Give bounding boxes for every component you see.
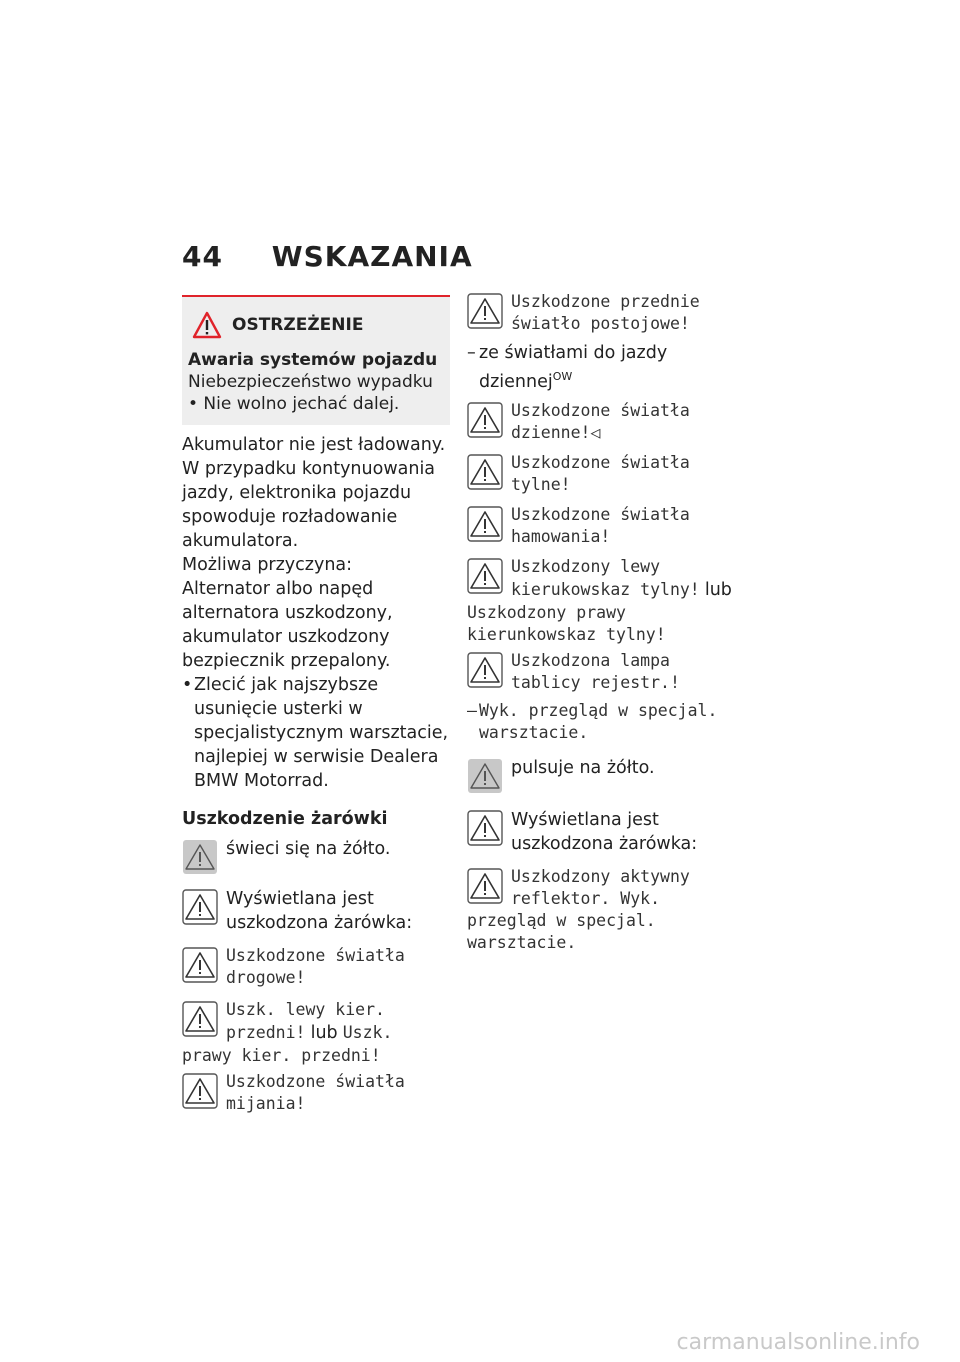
section-heading: Uszkodzenie żarówki bbox=[182, 809, 388, 829]
message-row bbox=[467, 452, 735, 496]
warning-outline-icon bbox=[467, 558, 503, 594]
message-group bbox=[511, 556, 735, 602]
warning-outline-icon bbox=[467, 454, 503, 490]
message-row bbox=[467, 556, 735, 602]
page-title: WSKAZANIA bbox=[271, 240, 473, 273]
warning-outline-icon bbox=[182, 947, 218, 983]
display-message: przedni! bbox=[226, 1023, 306, 1042]
display-message: Uszkodzone przednie światło postojowe! bbox=[511, 292, 700, 333]
display-message: prawy kier. przedni! bbox=[182, 1046, 381, 1065]
warning-grey-icon bbox=[182, 839, 218, 875]
display-message: Uszkodzony prawy kierunkowskaz tylny! bbox=[467, 602, 666, 644]
warning-outline-icon bbox=[467, 506, 503, 542]
battery-text: Akumulator nie jest ładowany. W przypadku kontynuowania jazdy, elektronika pojazdu spowoduje rozładowanie akumulatora. bbox=[182, 435, 446, 551]
message-row bbox=[467, 400, 735, 444]
right-column bbox=[467, 291, 735, 954]
message-row bbox=[467, 291, 735, 335]
message-row bbox=[182, 945, 450, 989]
warning-outline-icon bbox=[467, 810, 503, 846]
warning-outline-icon bbox=[467, 652, 503, 688]
warning-label: OSTRZEŻENIE bbox=[232, 315, 364, 335]
warning-outline-icon bbox=[182, 1001, 218, 1037]
list-item-text: Zlecić jak najszybsze usunięcie usterki w specjalistycznym warsztacie, najlepiej w serwisie Dealera BMW Motorrad. bbox=[194, 675, 449, 791]
indicator-row bbox=[182, 837, 450, 875]
warning-grey-icon bbox=[467, 758, 503, 794]
message-row bbox=[182, 999, 450, 1045]
display-message: Wyk. przegląd w specjal. warsztacie. bbox=[479, 700, 718, 742]
list-item: – ze światłami do jazdy dziennej$^{OW}$ bbox=[467, 343, 668, 392]
cause-label: Możliwa przyczyna: bbox=[182, 555, 353, 575]
display-message: Uszkodzone światła drogowe! bbox=[226, 946, 405, 987]
warning-bullet: • Nie wolno jechać dalej. bbox=[188, 394, 400, 414]
list-item: • Zlecić jak najszybsze usunięcie usterki w specjalistycznym warsztacie, najlepiej w serwisie Dealera BMW Motorrad. bbox=[182, 675, 449, 791]
display-message: Uszk. lewy kier. bbox=[226, 1000, 385, 1019]
page-header bbox=[182, 240, 473, 273]
indicator-text: Wyświetlana jest uszkodzona żarówka: bbox=[226, 889, 413, 933]
warning-box bbox=[182, 295, 450, 425]
display-message: przegląd w specjal. warsztacie. bbox=[467, 910, 656, 952]
indicator-text: Wyświetlana jest uszkodzona żarówka: bbox=[511, 809, 698, 854]
indicator-row bbox=[182, 887, 450, 935]
indicator-text: świeci się na żółto. bbox=[226, 839, 391, 859]
message-row bbox=[467, 504, 735, 548]
list-item-text: ze światłami do jazdy dziennej bbox=[479, 343, 668, 392]
left-column bbox=[182, 295, 450, 1115]
warning-heading bbox=[192, 311, 444, 339]
warning-triangle-icon bbox=[192, 311, 222, 339]
indicator-text: pulsuje na żółto. bbox=[511, 757, 655, 778]
warning-hazard: Niebezpieczeństwo wypadku bbox=[188, 372, 433, 392]
message-row bbox=[182, 1071, 450, 1115]
indicator-row bbox=[467, 756, 735, 794]
display-message: Uszkodzony lewy kierukowskaz tylny! bbox=[511, 556, 700, 599]
page-number: 44 bbox=[182, 240, 223, 273]
display-message: Uszkodzony aktywny reflektor. Wyk. bbox=[511, 866, 690, 908]
watermark: carmanualsonline.info bbox=[676, 1330, 920, 1355]
display-message: Uszkodzone światła dzienne!◁ bbox=[511, 400, 690, 442]
message-group bbox=[226, 999, 450, 1045]
display-message: Uszk. bbox=[342, 1023, 393, 1042]
option-code: OW bbox=[552, 370, 573, 383]
display-message: Uszkodzone światła hamowania! bbox=[511, 504, 690, 546]
warning-subtitle: Awaria systemów pojazdu bbox=[188, 350, 438, 370]
warning-outline-icon bbox=[182, 1073, 218, 1109]
warning-outline-icon bbox=[467, 293, 503, 329]
warning-outline-icon bbox=[467, 402, 503, 438]
warning-outline-icon bbox=[182, 889, 218, 925]
connector-or: lub bbox=[704, 579, 732, 600]
connector-or: lub bbox=[310, 1023, 338, 1043]
display-message: Uszkodzona lampa tablicy rejestr.! bbox=[511, 650, 680, 692]
warning-outline-icon bbox=[467, 868, 503, 904]
indicator-row bbox=[467, 808, 735, 856]
message-row bbox=[467, 650, 735, 694]
cause-text: Alternator albo napęd alternatora uszkodzony, akumulator uszkodzony bezpiecznik przepalony. bbox=[182, 579, 393, 671]
message-row bbox=[467, 866, 735, 910]
display-message: Uszkodzone światła tylne! bbox=[511, 452, 690, 494]
display-message: Uszkodzone światła mijania! bbox=[226, 1072, 405, 1113]
list-item: – Wyk. przegląd w specjal. warsztacie. bbox=[467, 700, 735, 744]
